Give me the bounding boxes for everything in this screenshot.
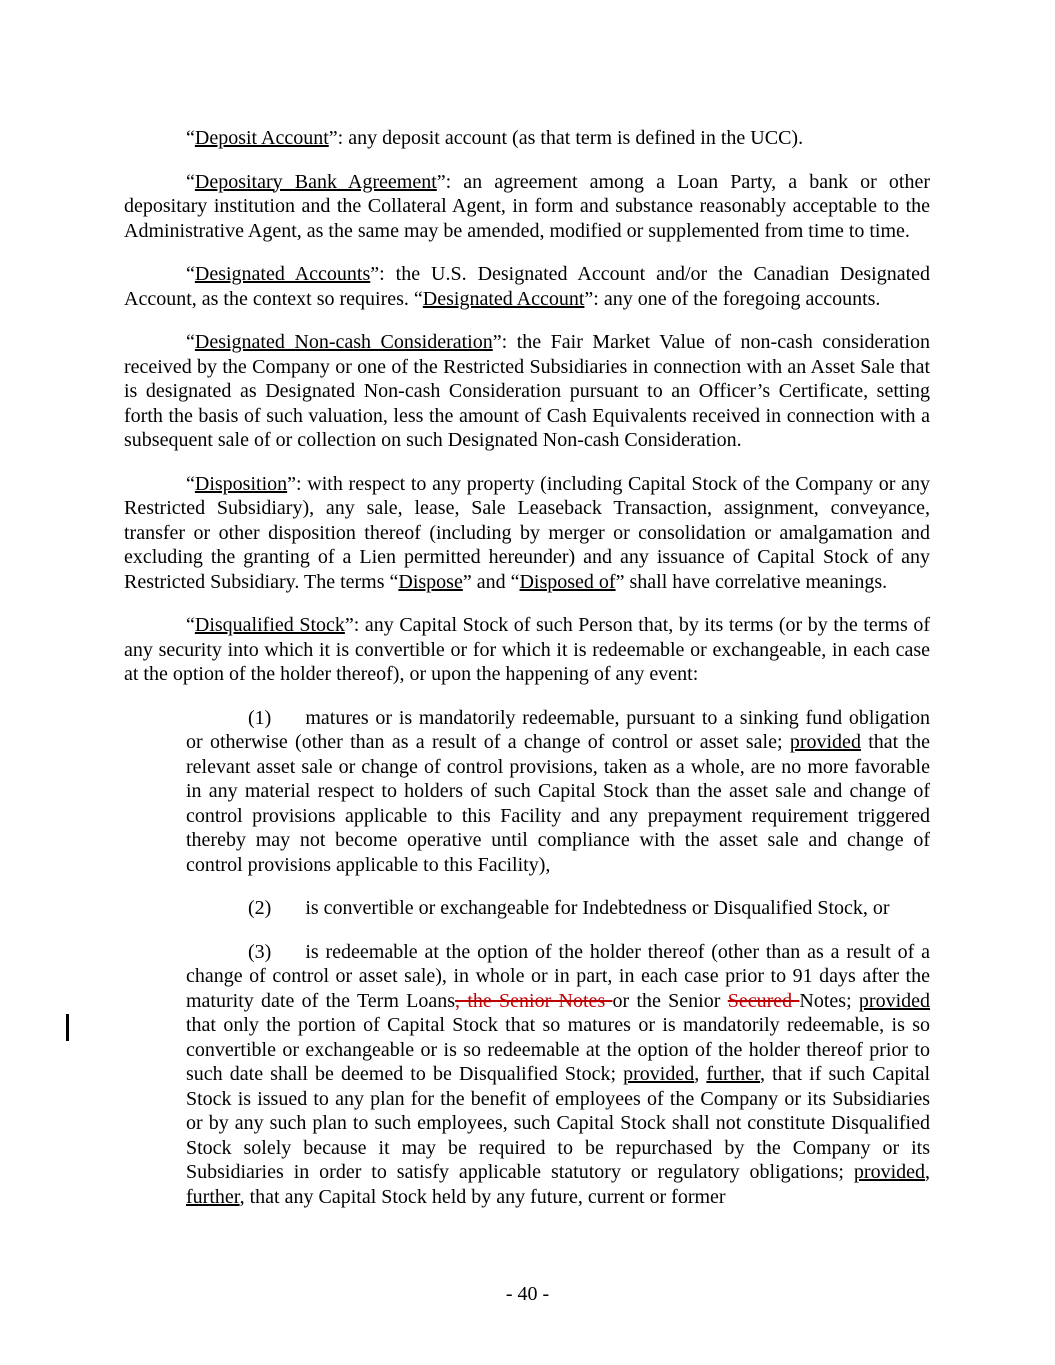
clause-3: (3) is redeemable at the option of the holder thereof (other than as a result of a change of control or asset sale), in whole or in part, in each case prior to 91 days after the maturity date of the Term Loans, the Senior Notes or the Senior Secured Notes; provided that only the portion of Capital Stock that so matures or is mandatorily redeemable, is so convertible or exchangeable or is so redeemable at the option of the holder thereof prior to such date shall be deemed to be Disqualified Stock; provided, further, that if such Capital Stock is issued to any plan for the benefit of employees of the Company or its Subsidiaries or by any such plan to such employees, such Capital Stock shall not constitute Disqualified Stock solely because it may be required to be repurchased by the Company or its Subsidiaries in order to satisfy applicable statutory or regulatory obligations; provided, further, that any Capital Stock held by any future, current or former bbox=[186, 940, 931, 1208]
revision-change-bar bbox=[66, 1014, 69, 1041]
definition-disposition: “Disposition”: with respect to any property (including Capital Stock of the Company or any Restricted Subsidiary), any sale, lease, Sale Leaseback Transaction, assignment, conveyance, transfer or other disposition thereof (including by merger or consolidation or amalgamation and excluding the granting of a Lien permitted hereunder) and any issuance of Capital Stock of any Restricted Subsidiary. The terms “Dispose” and “Disposed of” shall have correlative meanings. bbox=[124, 472, 930, 593]
definition-disqualified-stock: “Disqualified Stock”: any Capital Stock of such Person that, by its terms (or by the terms of any security into which it is convertible or for which it is redeemable or exchangeable, in each case at the option of the holder thereof), or upon the happening of any event: bbox=[124, 614, 930, 685]
definition-designated-accounts: “Designated Accounts”: the U.S. Designated Account and/or the Canadian Designated Account, as the context so requires. “Designated Account”: any one of the foregoing accounts. bbox=[124, 263, 930, 310]
definition-designated-non-cash-consideration: “Designated Non-cash Consideration”: the Fair Market Value of non-cash consideration received by the Company or one of the Restricted Subsidiaries in connection with an Asset Sale that is designated as Designated Non-cash Consideration pursuant to an Officer’s Certificate, setting forth the basis of such valuation, less the amount of Cash Equivalents received in connection with a subsequent sale of or collection on such Designated Non-cash Consideration. bbox=[124, 331, 930, 451]
definition-depositary-bank-agreement: “Depositary Bank Agreement”: an agreement among a Loan Party, a bank or other depositary institution and the Collateral Agent, in form and substance reasonably acceptable to the Administrative Agent, as the same may be amended, modified or supplemented from time to time. bbox=[124, 170, 931, 242]
definition-deposit-account: “Deposit Account”: any deposit account (as that term is defined in the UCC). bbox=[186, 127, 804, 149]
clause-2: (2) is convertible or exchangeable for Indebtedness or Disqualified Stock, or bbox=[248, 897, 890, 919]
clause-1: (1) matures or is mandatorily redeemable, pursuant to a sinking fund obligation or otherwise (other than as a result of a change of control or asset sale; provided that the relevant asset sale or change of control provisions, taken as a whole, are no more favorable in any material respect to holders of such Capital Stock than the asset sale and change of control provisions applicable to this Facility and any prepayment requirement triggered thereby may not become operative until compliance with the asset sale and change of control provisions applicable to this Facility), bbox=[186, 706, 930, 876]
page-number: - 40 - bbox=[505, 1283, 550, 1305]
